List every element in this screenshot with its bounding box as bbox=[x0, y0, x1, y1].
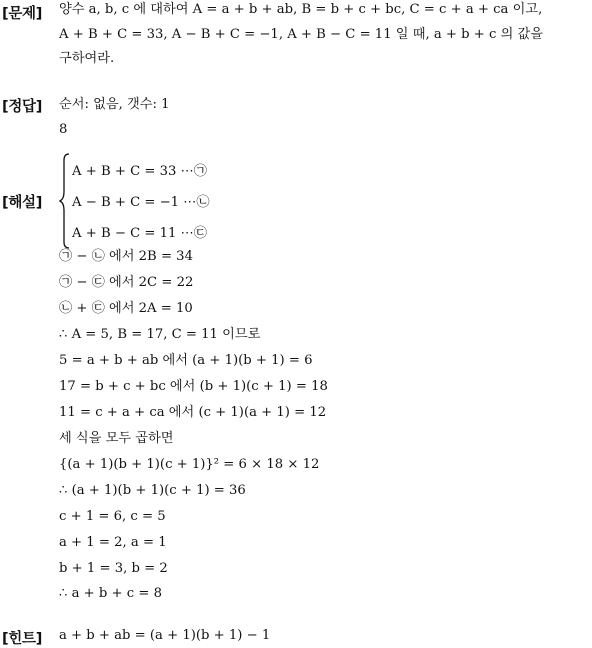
step-11: c + 1 = 6, c = 5 bbox=[59, 509, 166, 524]
problem-line-1: 양수 a, b, c 에 대하여 A = a + b + ab, B = b + c + bc, C = c + a + ca 이고, bbox=[59, 2, 543, 17]
step-1: ㉠ − ㉡ 에서 2B = 34 bbox=[59, 249, 193, 264]
system-eq-1: A + B + C = 33 ⋯㉠ bbox=[72, 164, 207, 179]
step-4: ∴ A = 5, B = 17, C = 11 이므로 bbox=[59, 327, 261, 342]
step-5: 5 = a + b + ab 에서 (a + 1)(b + 1) = 6 bbox=[59, 353, 313, 368]
hint-label: [힌트] bbox=[2, 631, 43, 647]
hint-text: a + b + ab = (a + 1)(b + 1) − 1 bbox=[59, 628, 271, 643]
step-6: 17 = b + c + bc 에서 (b + 1)(c + 1) = 18 bbox=[59, 379, 328, 394]
step-9: {(a + 1)(b + 1)(c + 1)}² = 6 × 18 × 12 bbox=[59, 457, 320, 472]
step-8: 세 식을 모두 곱하면 bbox=[59, 431, 174, 446]
step-12: a + 1 = 2, a = 1 bbox=[59, 535, 167, 550]
step-2: ㉠ − ㉢ 에서 2C = 22 bbox=[59, 275, 194, 290]
step-3: ㉡ + ㉢ 에서 2A = 10 bbox=[59, 301, 193, 316]
equation-system bbox=[59, 152, 259, 250]
problem-line-2: A + B + C = 33, A − B + C = −1, A + B − C = 11 일 때, a + b + c 의 값을 bbox=[59, 27, 543, 42]
step-10: ∴ (a + 1)(b + 1)(c + 1) = 36 bbox=[59, 483, 246, 498]
problem-label: [문제] bbox=[2, 6, 43, 22]
system-eq-3: A + B − C = 11 ⋯㉢ bbox=[72, 226, 207, 241]
answer-value: 8 bbox=[59, 122, 68, 137]
answer-meta: 순서: 없음, 갯수: 1 bbox=[59, 97, 170, 112]
step-7: 11 = c + a + ca 에서 (c + 1)(a + 1) = 12 bbox=[59, 405, 327, 420]
answer-label: [정답] bbox=[2, 99, 43, 115]
problem-line-3: 구하여라. bbox=[59, 51, 115, 66]
explanation-label: [해설] bbox=[2, 195, 43, 211]
step-14: ∴ a + b + c = 8 bbox=[59, 586, 162, 601]
step-13: b + 1 = 3, b = 2 bbox=[59, 561, 168, 576]
system-eq-2: A − B + C = −1 ⋯㉡ bbox=[72, 195, 210, 210]
left-brace-icon bbox=[59, 152, 73, 250]
